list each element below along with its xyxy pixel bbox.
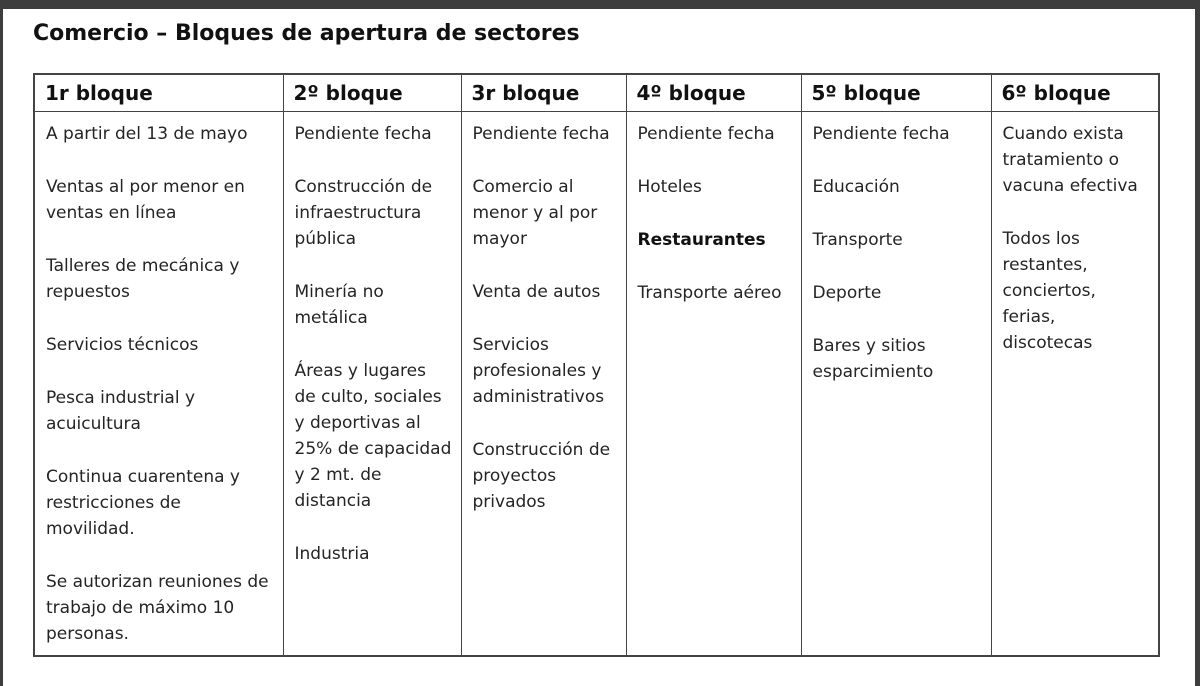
- screen-edge-left-strip: [0, 0, 3, 686]
- page-title: Comercio – Bloques de apertura de sectores: [33, 21, 580, 46]
- cell-paragraph: Bares y sitios esparcimiento: [812, 336, 934, 382]
- column-header-3: 3r bloque: [461, 74, 626, 112]
- cell-paragraph: Venta de autos: [472, 282, 601, 302]
- column-header-2: 2º bloque: [283, 74, 461, 112]
- cell-paragraph: Industria: [294, 544, 370, 564]
- screen-edge-right-strip: [1195, 0, 1200, 686]
- cell-paragraph: Pendiente fecha: [472, 124, 610, 144]
- cell-paragraph: Transporte aéreo: [637, 283, 782, 303]
- cell-paragraph: Servicios técnicos: [46, 335, 199, 355]
- cell-paragraph: Servicios profesionales y administrativos: [472, 335, 605, 407]
- cell-paragraph: Pendiente fecha: [812, 124, 950, 144]
- cell-paragraph: Deporte: [812, 283, 882, 303]
- cell-paragraph: Minería no metálica: [294, 282, 384, 328]
- column-cell-4: [626, 112, 801, 657]
- cell-paragraph: Educación: [812, 177, 900, 197]
- cell-paragraph: A partir del 13 de mayo: [46, 124, 248, 144]
- screen-edge-top-bar: [0, 0, 1200, 9]
- column-header-6: 6º bloque: [991, 74, 1159, 112]
- table-body-row: [34, 112, 1159, 657]
- cell-paragraph: Todos los restantes, conciertos, ferias, discotecas: [1002, 229, 1096, 353]
- cell-paragraph: Ventas al por menor en ventas en línea: [46, 177, 245, 223]
- column-cell-1: [34, 112, 283, 657]
- column-header-1: 1r bloque: [34, 74, 283, 112]
- cell-paragraph: Áreas y lugares de culto, sociales y deportivas al 25% de capacidad y 2 mt. de distancia: [294, 361, 452, 511]
- cell-paragraph: Transporte: [812, 230, 903, 250]
- column-header-4: 4º bloque: [626, 74, 801, 112]
- cell-paragraph: Pendiente fecha: [294, 124, 432, 144]
- cell-paragraph: Continua cuarentena y restricciones de movilidad.: [46, 467, 240, 539]
- cell-paragraph: Pendiente fecha: [637, 124, 775, 144]
- cell-paragraph: Hoteles: [637, 177, 702, 197]
- cell-paragraph: Construcción de proyectos privados: [472, 440, 611, 512]
- sectors-table: [33, 73, 1160, 657]
- cell-paragraph: Restaurantes: [637, 230, 766, 250]
- cell-paragraph: Cuando exista tratamiento o vacuna efectiva: [1002, 124, 1138, 196]
- cell-paragraph: Se autorizan reuniones de trabajo de máximo 10 personas.: [46, 572, 269, 644]
- column-cell-2: [283, 112, 461, 657]
- cell-paragraph: Talleres de mecánica y repuestos: [46, 256, 240, 302]
- column-header-5: 5º bloque: [801, 74, 991, 112]
- column-cell-5: [801, 112, 991, 657]
- column-cell-3: [461, 112, 626, 657]
- cell-paragraph: Comercio al menor y al por mayor: [472, 177, 598, 249]
- cell-paragraph: Construcción de infraestructura pública: [294, 177, 433, 249]
- column-cell-6: [991, 112, 1159, 657]
- table-header-row: [34, 74, 1159, 112]
- cell-paragraph: Pesca industrial y acuicultura: [46, 388, 196, 434]
